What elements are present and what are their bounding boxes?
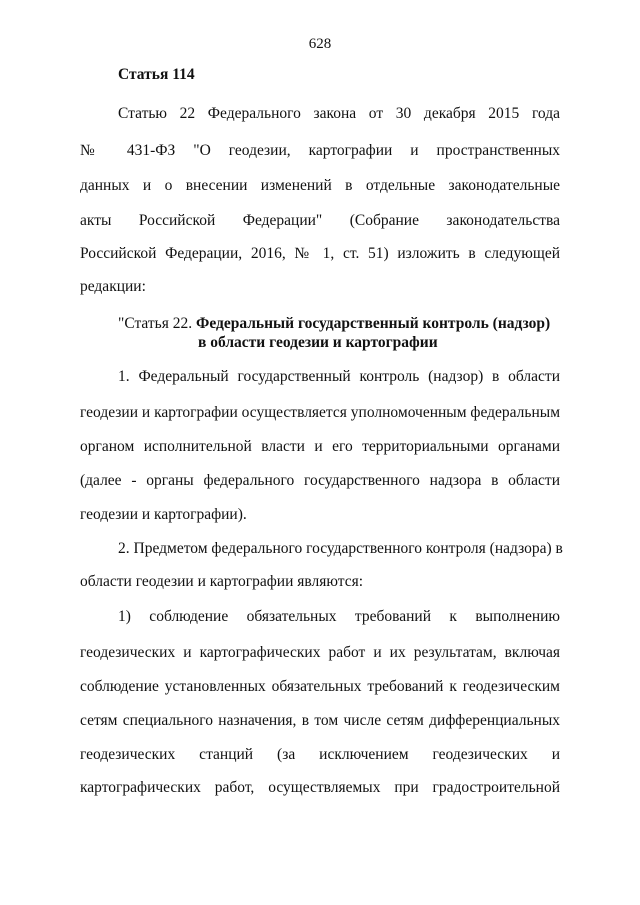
p2-line-2: области геодезии и картографии являются: (80, 573, 364, 590)
intro-line-3: данных и о внесении изменений в отдельные законодательные (80, 177, 560, 194)
article-title: Статья 114 (118, 66, 195, 83)
p1-line-3: органом исполнительной власти и его территориальными органами (80, 438, 560, 455)
p3-line-4: сетям специального назначения, в том числе сетям дифференциальных (80, 712, 560, 729)
p3-line-6: картографических работ, осуществляемых при градостроительной (80, 779, 560, 796)
p3-line-2: геодезических и картографических работ и их результатам, включая (80, 644, 560, 661)
p1-line-4: (далее - органы федерального государственного надзора в области (80, 472, 560, 489)
page-number: 628 (308, 36, 332, 52)
article-subheading (118, 314, 551, 351)
subheading-line-1: Федеральный государственный контроль (надзор) (196, 315, 551, 332)
subheading-line-2: в области геодезии и картографии (198, 334, 438, 351)
intro-line-4: акты Российской Федерации" (Собрание законодательства (80, 212, 560, 229)
intro-line-1: Статью 22 Федерального закона от 30 декабря 2015 года (118, 105, 560, 122)
p3-line-5: геодезических станций (за исключением геодезических и (80, 746, 560, 763)
intro-line-5: Российской Федерации, 2016, № 1, ст. 51) изложить в следующей (80, 245, 560, 262)
p3-line-1: 1) соблюдение обязательных требований к выполнению (118, 608, 560, 625)
intro-line-6: редакции: (80, 278, 146, 295)
p1-line-1: 1. Федеральный государственный контроль (надзор) в области (118, 368, 560, 385)
p1-line-5: геодезии и картографии). (80, 506, 247, 523)
p2-line-1: 2. Предметом федерального государственного контроля (надзора) в (118, 540, 563, 557)
intro-line-2: № 431-ФЗ "О геодезии, картографии и пространственных (80, 142, 560, 159)
subheading-prefix: "Статья 22. (118, 315, 193, 332)
p1-line-2: геодезии и картографии осуществляется уполномоченным федеральным (80, 404, 560, 421)
p3-line-3: соблюдение установленных обязательных требований к геодезическим (80, 678, 560, 695)
